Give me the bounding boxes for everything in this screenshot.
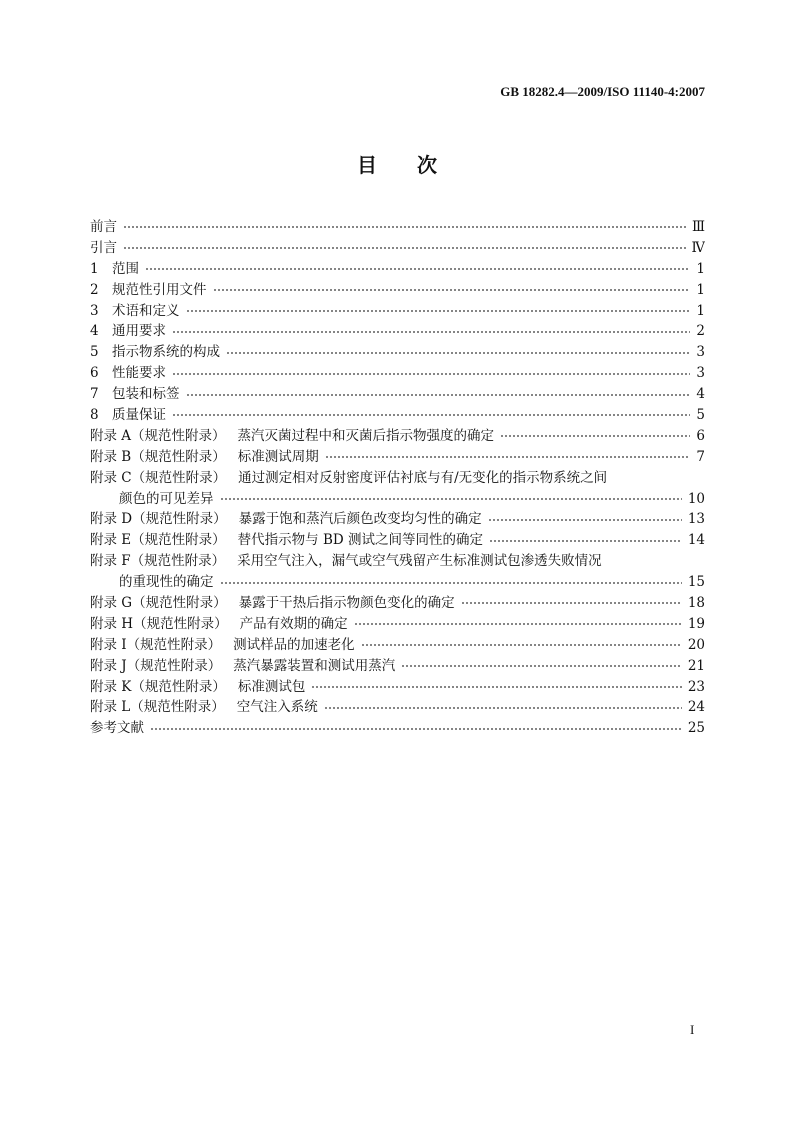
toc-entry-page: 15	[687, 574, 705, 591]
toc-entry-page: Ⅲ	[691, 219, 705, 235]
toc-entry-second-line	[90, 572, 705, 593]
toc-leader	[401, 664, 682, 668]
toc-entry-number: 附录 E（规范性附录）	[90, 532, 226, 549]
toc-entry	[90, 405, 705, 426]
toc-entry	[90, 280, 705, 301]
toc-entry-title: 采用空气注入，漏气或空气残留产生标准测试包渗透失败情况	[237, 553, 602, 570]
toc-entry-number: 附录 J（规范性附录）	[90, 657, 222, 674]
toc-entry-number: 2	[90, 281, 99, 298]
toc-entry-number: 1	[90, 260, 99, 277]
toc-entry-page: 24	[687, 699, 705, 716]
toc-leader	[220, 497, 682, 501]
toc-entry	[90, 342, 705, 363]
toc-entry-title: 暴露于干热后指示物颜色变化的确定	[238, 595, 455, 612]
toc-entry-title: 术语和定义	[112, 302, 180, 319]
toc-entry-number: 附录 L（规范性附录）	[90, 699, 225, 716]
toc-entry-number: 附录 C（规范性附录）	[90, 469, 227, 486]
toc-entry-page: 6	[696, 427, 705, 444]
toc-entry	[90, 530, 705, 551]
toc-entry-number: 附录 B（规范性附录）	[90, 448, 226, 465]
toc-entry-title: 通过测定相对反射密度评估衬底与有/无变化的指示物系统之间	[238, 469, 608, 486]
toc-entry-title: 替代指示物与 BD 测试之间等同性的确定	[237, 532, 483, 549]
toc-entry-title: 前言	[90, 219, 117, 235]
toc-entry-title: 范围	[112, 260, 139, 277]
toc-entry-page: 3	[696, 344, 705, 361]
toc-entry-title: 质量保证	[112, 407, 166, 424]
toc-entry-page: 20	[687, 636, 705, 653]
toc-entry-page: Ⅳ	[691, 239, 705, 256]
toc-entry	[90, 238, 705, 259]
toc-entry	[90, 614, 705, 635]
toc-entry	[90, 593, 705, 614]
toc-entry-page: 10	[687, 490, 705, 507]
toc-entry-page: 1	[696, 260, 705, 277]
toc-entry	[90, 718, 705, 739]
toc-entry-page: 18	[687, 595, 705, 612]
toc-entry-number: 4	[90, 323, 99, 340]
toc-entry-page: 4	[696, 386, 705, 403]
toc-entry-page: 5	[696, 407, 705, 424]
toc-entry-continuation: 的重现性的确定	[119, 574, 214, 591]
toc-entry	[90, 656, 705, 677]
toc-leader	[500, 434, 690, 438]
toc-leader	[361, 643, 682, 647]
toc-entry	[90, 321, 705, 342]
toc-entry	[90, 697, 705, 718]
toc-entry-number: 7	[90, 386, 99, 403]
footer-page-number: I	[690, 1022, 695, 1037]
toc-leader	[220, 581, 682, 585]
toc-entry-number: 附录 I（规范性附录）	[90, 636, 222, 653]
toc-entry	[90, 677, 705, 698]
toc-entry-continuation: 颜色的可见差异	[119, 490, 214, 507]
toc-entry-page: 19	[687, 615, 705, 632]
toc-entry-title: 性能要求	[112, 365, 166, 382]
toc-entry	[90, 426, 705, 447]
toc-leader	[325, 455, 691, 459]
toc-leader	[186, 393, 691, 397]
toc-entry-number: 附录 D（规范性附录）	[90, 511, 227, 528]
toc-entry-first-line	[90, 551, 705, 572]
toc-leader	[489, 539, 682, 543]
toc-leader	[123, 225, 686, 229]
toc-entry-title: 产品有效期的确定	[239, 615, 348, 632]
toc-entry-number: 附录 F（规范性附录）	[90, 553, 226, 570]
toc-entry-number: 附录 G（规范性附录）	[90, 595, 227, 612]
toc-entry-page: 3	[696, 365, 705, 382]
toc-entry-page: 25	[687, 720, 705, 737]
toc-entry	[90, 217, 705, 238]
toc-entry	[90, 363, 705, 384]
toc-entry-title: 参考文献	[90, 720, 144, 737]
toc-entry	[90, 259, 705, 280]
toc-entry	[90, 509, 705, 530]
toc-entry-page: 21	[687, 657, 705, 674]
toc-entry-number: 附录 K（规范性附录）	[90, 678, 226, 695]
toc-entry-page: 14	[687, 532, 705, 549]
toc-entry-title: 空气注入系统	[236, 699, 318, 716]
toc-leader	[324, 706, 682, 710]
toc-entry	[90, 635, 705, 656]
toc-entry-title: 包装和标签	[112, 386, 180, 403]
toc-entry-first-line	[90, 468, 705, 489]
toc-leader	[150, 727, 682, 731]
toc-leader	[186, 309, 691, 313]
toc-leader	[123, 246, 686, 250]
toc-entry	[90, 468, 705, 510]
toc-leader	[488, 518, 682, 522]
toc-leader	[172, 372, 690, 376]
toc-entry	[90, 551, 705, 593]
toc-entry-title: 标准测试周期	[237, 448, 319, 465]
toc-entry-page: 1	[696, 281, 705, 298]
table-of-contents	[90, 217, 705, 739]
toc-leader	[145, 267, 690, 271]
toc-entry-title: 蒸汽灭菌过程中和灭菌后指示物强度的确定	[237, 427, 495, 444]
toc-entry-title: 规范性引用文件	[112, 281, 207, 298]
toc-entry-number: 附录 A（规范性附录）	[90, 427, 226, 444]
toc-entry-title: 通用要求	[112, 323, 166, 340]
toc-leader	[172, 413, 690, 417]
toc-entry	[90, 447, 705, 468]
toc-entry-number: 6	[90, 365, 99, 382]
standard-code: GB 18282.4—2009/ISO 11140-4:2007	[500, 84, 705, 99]
toc-entry-number: 5	[90, 344, 99, 361]
toc-leader	[172, 330, 690, 334]
toc-entry-second-line	[90, 489, 705, 510]
toc-entry-title: 测试样品的加速老化	[233, 636, 355, 653]
toc-entry-title: 标准测试包	[237, 678, 306, 695]
toc-leader	[354, 622, 682, 626]
toc-leader	[311, 685, 681, 689]
toc-entry-number: 8	[90, 407, 99, 424]
toc-entry-title: 引言	[90, 239, 117, 256]
toc-leader	[226, 351, 690, 355]
toc-entry	[90, 384, 705, 405]
toc-entry-title: 蒸汽暴露装置和测试用蒸汽	[233, 657, 396, 674]
toc-entry-number: 3	[90, 302, 99, 319]
toc-entry-page: 1	[696, 302, 705, 319]
toc-entry-title: 暴露于饱和蒸汽后颜色改变均匀性的确定	[238, 511, 482, 528]
toc-entry-page: 2	[696, 323, 705, 340]
toc-entry-title: 指示物系统的构成	[112, 344, 220, 361]
toc-entry-number: 附录 H（规范性附录）	[90, 615, 228, 632]
toc-leader	[213, 288, 691, 292]
toc-entry-page: 23	[687, 678, 705, 695]
page-title: 目 次	[357, 153, 437, 177]
toc-entry-page: 7	[696, 448, 705, 465]
toc-leader	[461, 601, 682, 605]
toc-entry-page: 13	[687, 511, 705, 528]
toc-entry	[90, 301, 705, 322]
